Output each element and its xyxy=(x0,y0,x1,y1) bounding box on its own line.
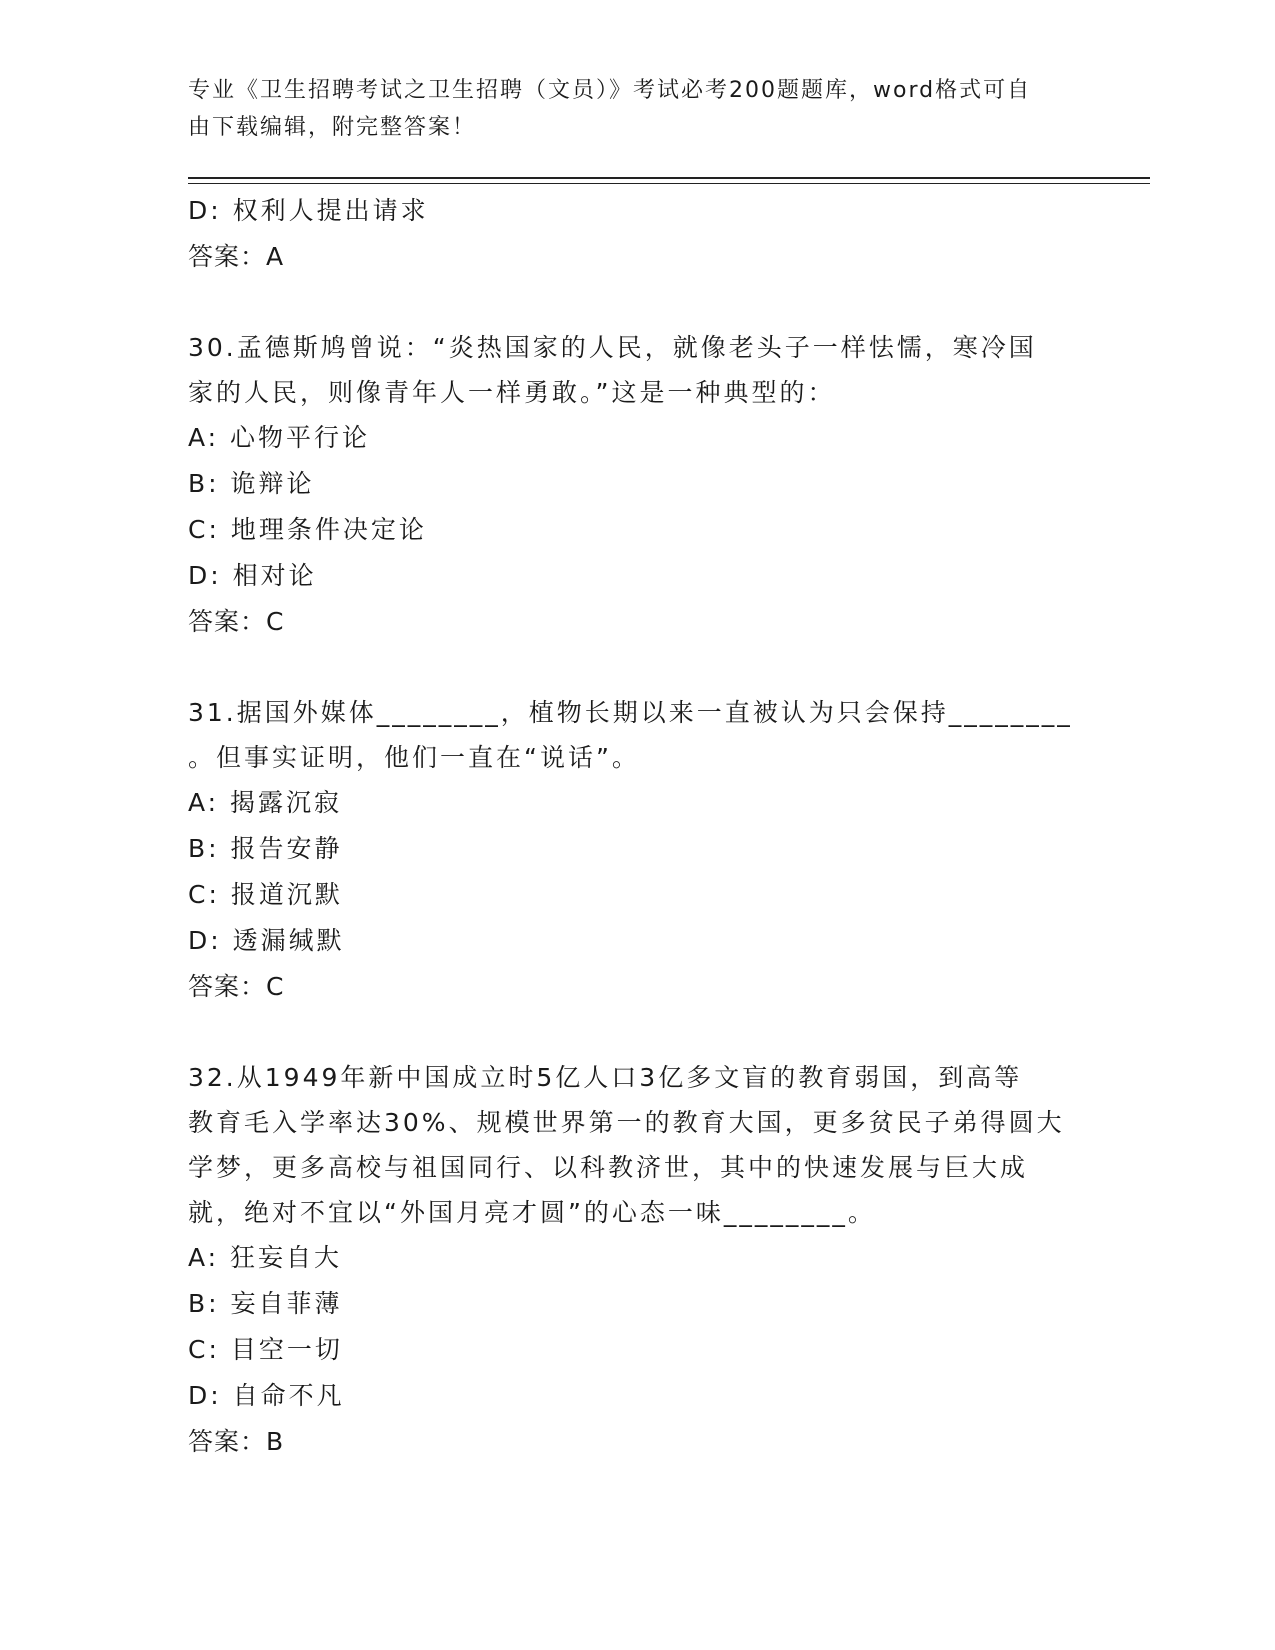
option-a: A: 心物平行论 xyxy=(188,423,371,452)
option-b: B: 妄自菲薄 xyxy=(188,1289,343,1318)
previous-question-tail xyxy=(188,188,1088,280)
answer-line: 答案：C xyxy=(188,972,285,1001)
option-d: D: 相对论 xyxy=(188,561,317,590)
header-divider-thin xyxy=(188,183,1150,184)
option-b: B: 报告安静 xyxy=(188,834,343,863)
option-d: D: 权利人提出请求 xyxy=(188,196,429,225)
header-divider-thick xyxy=(188,177,1150,179)
option-c: C: 报道沉默 xyxy=(188,880,343,909)
option-b: B: 诡辩论 xyxy=(188,469,315,498)
question-30 xyxy=(188,325,1088,645)
question-text-line: 教育毛入学率达30%、规模世界第一的教育大国，更多贫民子弟得圆大 xyxy=(188,1108,1065,1137)
question-text-line: 30.孟德斯鸠曾说：“炎热国家的人民，就像老头子一样怯懦，寒冷国 xyxy=(188,333,1037,362)
question-text-line: 就，绝对不宜以“外国月亮才圆”的心态一味________。 xyxy=(188,1198,876,1227)
option-d: D: 自命不凡 xyxy=(188,1381,345,1410)
question-text-line: 学梦，更多高校与祖国同行、以科教济世，其中的快速发展与巨大成 xyxy=(188,1153,1029,1182)
answer-line: 答案：B xyxy=(188,1427,285,1456)
question-text-line: 31.据国外媒体________，植物长期以来一直被认为只会保持________ xyxy=(188,698,1073,727)
answer-line: 答案：C xyxy=(188,607,285,636)
option-a: A: 狂妄自大 xyxy=(188,1243,343,1272)
spacer xyxy=(188,1010,1088,1055)
option-d: D: 透漏缄默 xyxy=(188,926,345,955)
answer-line: 答案：A xyxy=(188,242,285,271)
option-c: C: 目空一切 xyxy=(188,1335,343,1364)
option-a: A: 揭露沉寂 xyxy=(188,788,343,817)
question-32 xyxy=(188,1055,1088,1465)
header-line-1: 专业《卫生招聘考试之卫生招聘（文员）》考试必考200题题库，word格式可自 xyxy=(188,78,1032,103)
question-text-line: 。但事实证明，他们一直在“说话”。 xyxy=(188,743,640,772)
question-content xyxy=(188,188,1088,1465)
question-31 xyxy=(188,690,1088,1010)
question-text-line: 家的人民，则像青年人一样勇敢。”这是一种典型的： xyxy=(188,378,836,407)
question-text-line: 32.从1949年新中国成立时5亿人口3亿多文盲的教育弱国，到高等 xyxy=(188,1063,1023,1092)
header-line-2: 由下载编辑，附完整答案！ xyxy=(188,115,477,140)
page-header xyxy=(188,72,1068,146)
spacer xyxy=(188,280,1088,325)
spacer xyxy=(188,645,1088,690)
option-c: C: 地理条件决定论 xyxy=(188,515,427,544)
